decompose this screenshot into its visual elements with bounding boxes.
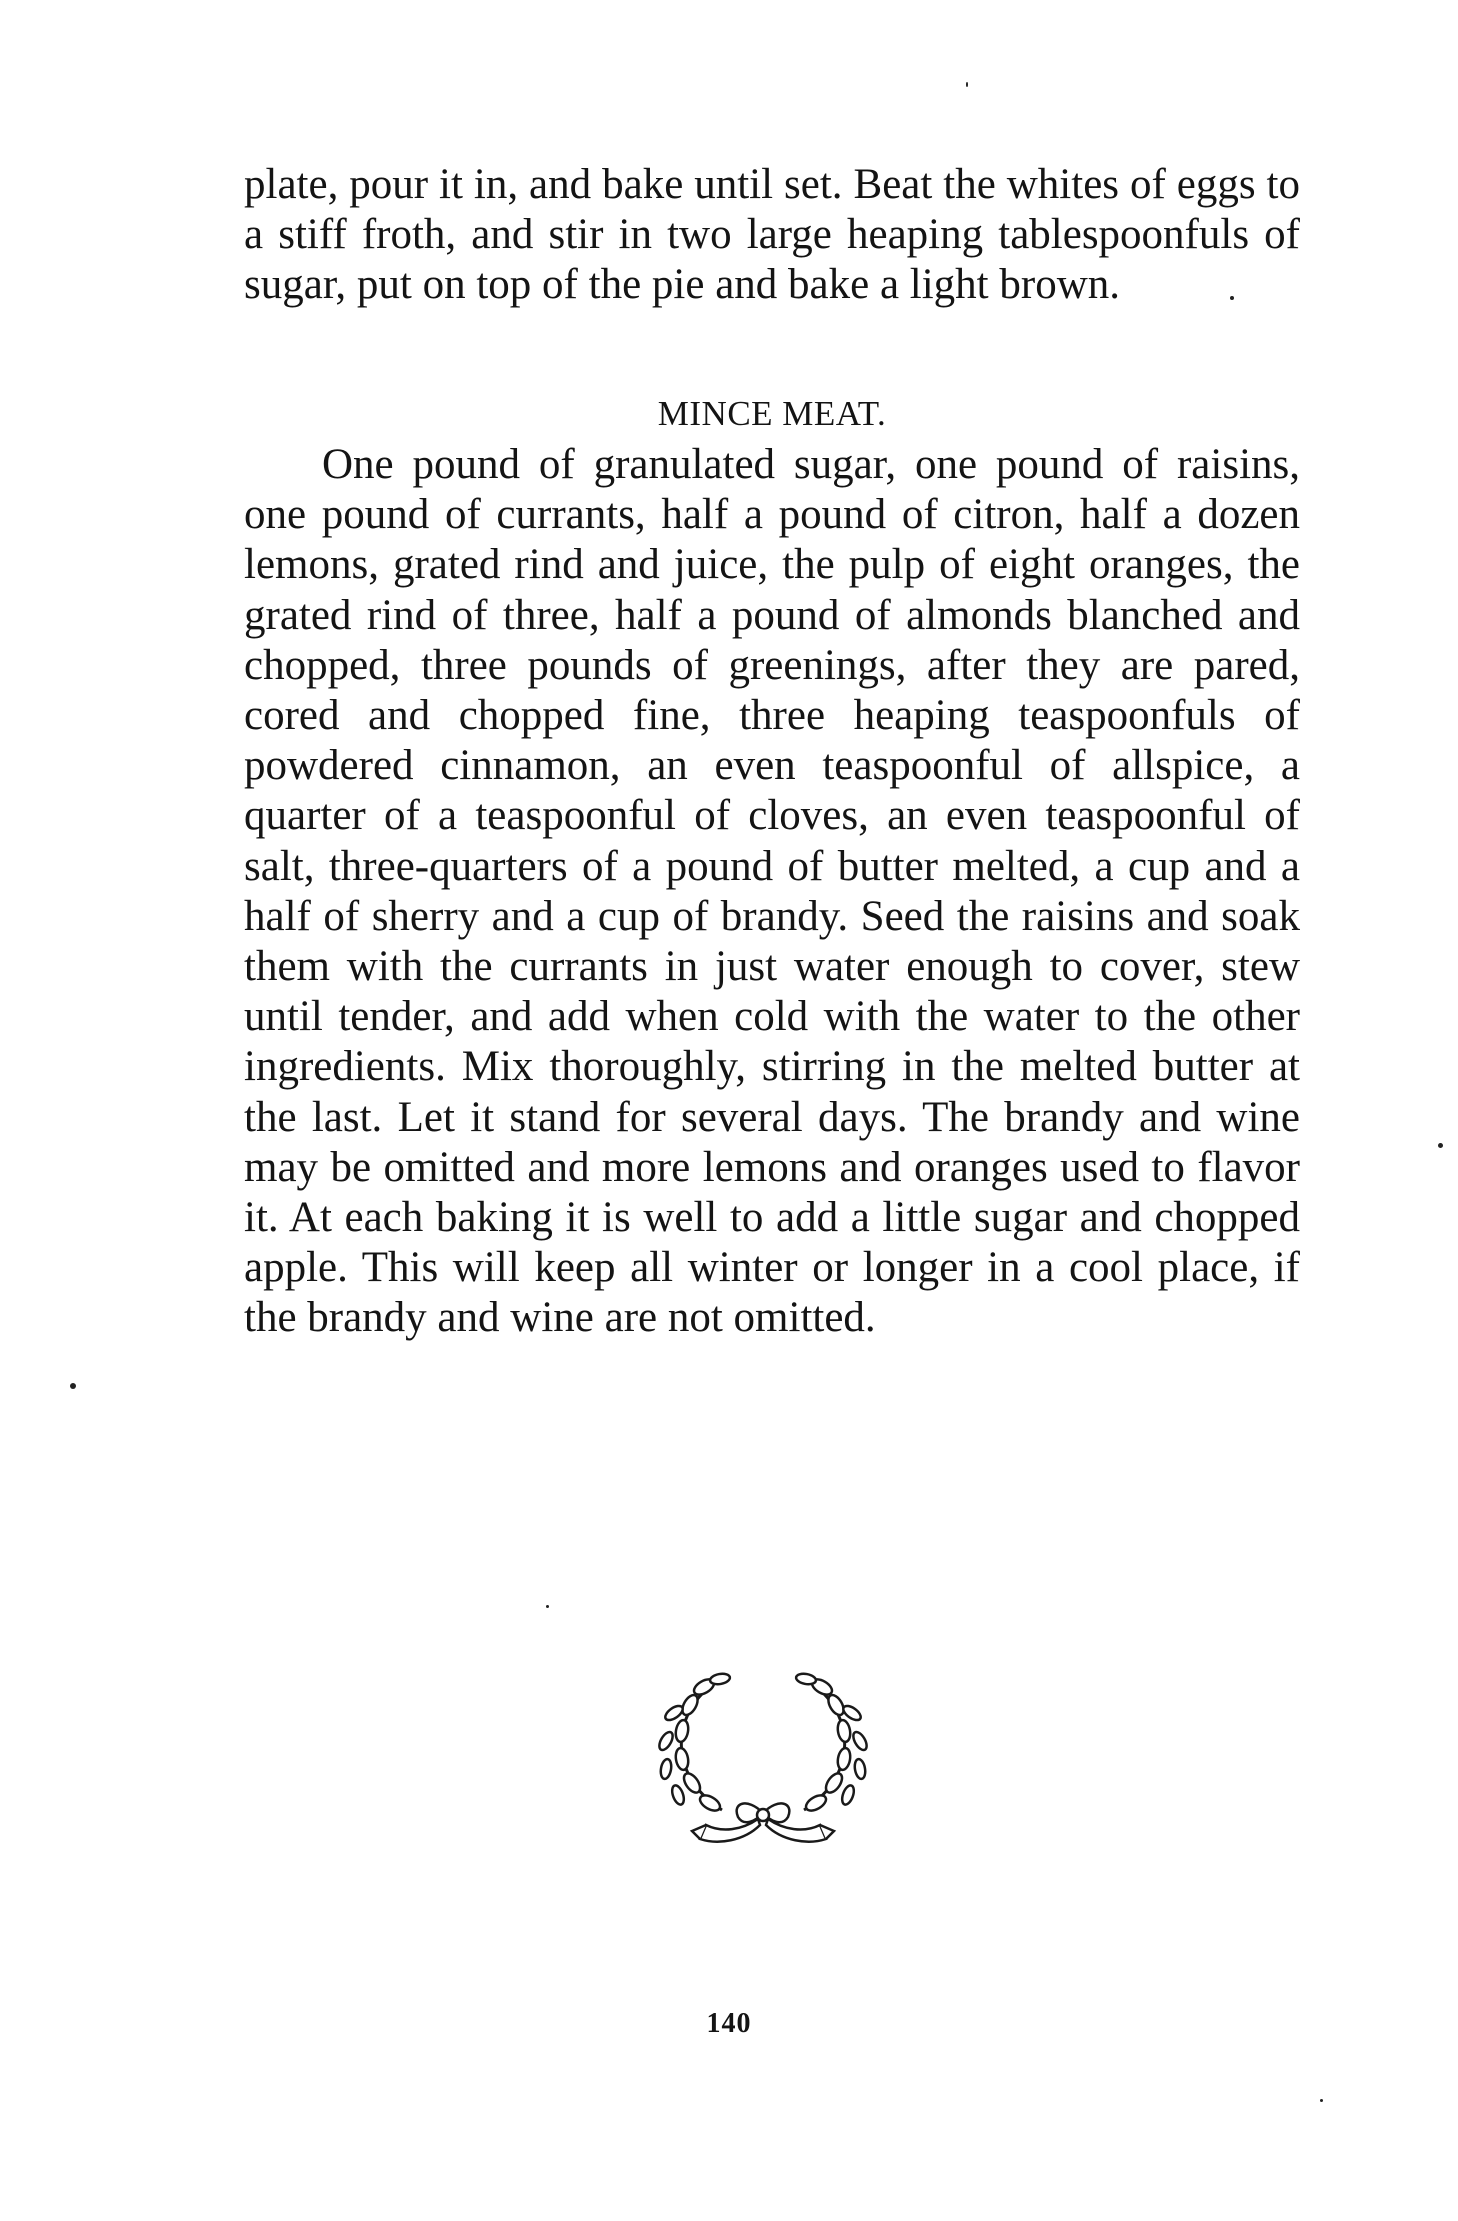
scan-speck — [1230, 296, 1234, 300]
scan-speck — [1320, 2099, 1323, 2102]
laurel-wreath-icon — [652, 1665, 874, 1850]
page-number: 140 — [706, 2008, 752, 2039]
intro-paragraph: plate, pour it in, and bake until set. Beat the whites of eggs to a stiff froth, and stir in two large heaping tablespoonfuls of sugar, put on top of the pie and bake a light brown. — [244, 161, 1300, 309]
recipe-body: One pound of granulated sugar, one pound of raisins, one pound of currants, half a pound of citron, half a dozen lemons, grated rind and juice, the pulp of eight oranges, the grated rind of three, half a pound of almonds blanched and chopped, three pounds of greenings, after they are pared, cored and chopped fine, three heaping teaspoonfuls of powdered cinnamon, an even teaspoonful of allspice, a quarter of a teaspoonful of cloves, an even teaspoonful of salt, three-quarters of a pound of butter melted, a cup and a half of sherry and a cup of brandy. Seed the raisins and soak them with the currants in just water enough to cover, stew until tender, and add when cold with the water to the other ingredients. Mix thoroughly, stirring in the melted butter at the last. Let it stand for several days. The brandy and wine may be omitted and more lemons and oranges used to flavor it. At each baking it is well to add a little sugar and chopped apple. This will keep all winter or longer in a cool place, if the brandy and wine are not omitted. — [244, 441, 1300, 1342]
scan-speck — [966, 82, 968, 87]
scan-speck — [546, 1605, 549, 1608]
recipe-title: MINCE MEAT. — [657, 394, 887, 433]
scan-speck — [70, 1383, 76, 1389]
scan-speck — [1438, 1143, 1443, 1148]
